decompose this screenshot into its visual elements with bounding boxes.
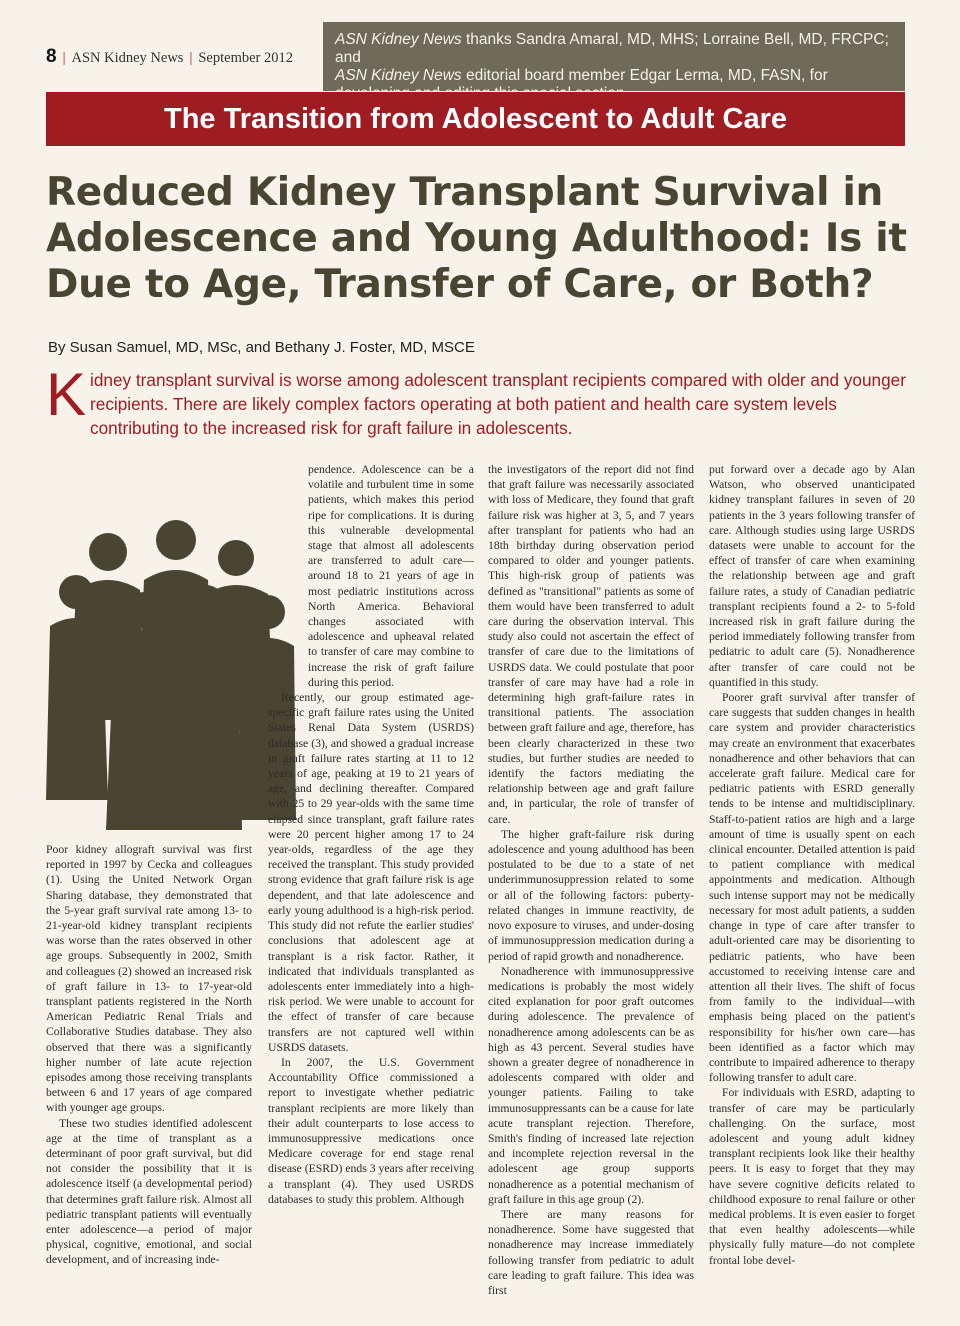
paragraph: The higher graft-failure risk during adolescence and young adulthood has been postulated to be due to a state of net underimmunosuppression related to some or all of the following factors: puberty-related changes in immune reactivity, de novo exposure to viruses, and under-dosing of immunosuppression medication during a period of rapid growth and nonadherence. bbox=[488, 827, 694, 963]
page-folio bbox=[46, 46, 293, 68]
paragraph: the investigators of the report did not find that graft failure was necessarily associated with loss of Medicare, they found that graft failure risk was higher at 3, 5, and 7 years after transplant for patients who had an 18th birthday during observation period compared to older and younger patients. This high-risk group of patients was defined as "transitional" patients as some of them would have been transferred to adult care during the observation interval. This study also could not ascertain the effect of transfer of care due to the limitations of USRDS data. We could postulate that poor transfer of care may have had a role in determining high graft-failure rates in transitional patients. The association between graft failure and age, therefore, has been clearly characterized in these two studies, but further studies are needed to identify the factors mediating the relationship between age and graft failure and, in particular, the role of transfer of care. bbox=[488, 463, 694, 826]
credit-text: thanks Sandra Amaral, MD, MHS; Lorraine Bell, MD, FRCPC; and bbox=[335, 31, 889, 66]
issue-date: September 2012 bbox=[198, 50, 293, 66]
group-silhouette-icon bbox=[46, 500, 296, 830]
paragraph: Nonadherence with immunosuppressive medications is probably the most widely cited explanation for poor graft outcomes during adolescence. The prevalence of nonadherence among adolescents can be as high as 43 percent. Several studies have shown a greater degree of nonadherence in adolescents compared with older and younger patients. Failing to take immunosuppressants can be a cause for late acute transplant rejection. Therefore, Smith's finding of increased late rejection and incomplete rejection reversal in the adolescent age group supports nonadherence as a potential mechanism of graft failure in this age group (2). bbox=[488, 964, 694, 1206]
section-banner: The Transition from Adolescent to Adult Care bbox=[46, 92, 905, 146]
article-lede bbox=[46, 361, 914, 440]
paragraph: Recently, our group estimated age-specific graft failure rates using the United States Renal Data System (USRDS) database (3), and showed a gradual increase in graft failure rates starting at 11 to 12 years of age, peaking at 19 to 21 years of age, and declining thereafter. Compared with 25 to 29 year-olds with the same time elapsed since transplant, graft failure rates were 20 percent higher among 17 to 24 year-olds, regardless of the age they received the transplant. This study provided strong evidence that graft failure risk is age dependent, and that late adolescence and early young adulthood is a high-risk period. This study did not refute the earlier studies' conclusions that adolescent age at transplant is a risk factor. Rather, it indicated that individuals transplanted as adolescents enter immediately into a high-risk period. We were unable to account for the effect of transfer of care because transfers are not captured well within USRDS datasets. bbox=[268, 691, 474, 1054]
text-column-1 bbox=[46, 842, 252, 1268]
paragraph: put forward over a decade ago by Alan Watson, who observed unanticipated kidney transplant failures in seven of 20 patients in the 3 years following transfer of care. Although studies using large USRDS datasets were unable to account for the effect of transfer of care when examining the relationship between age and graft failure rates, a study of Canadian pediatric transplant recipients found a 2- to 5-fold increased risk in graft failure during the period immediately following transfer from pediatric to adult care (5). Nonadherence after transfer of care could not be quantified in this study. bbox=[709, 463, 915, 689]
paragraph: There are many reasons for nonadherence. Some have suggested that nonadherence may increase immediately following transfer from pediatric to adult care leading to graft failure. This idea was first bbox=[488, 1207, 694, 1297]
paragraph: In 2007, the U.S. Government Accountability Office commissioned a report to investigate whether pediatric transplant recipients are more likely than their adult counterparts to lose access to immunosuppressive medications once Medicare coverage for end stage renal disease (ESRD) ends 3 years after receiving a transplant (4). They used USRDS databases to study this problem. Although bbox=[268, 1055, 474, 1206]
page-number: 8 bbox=[46, 46, 57, 67]
credit-publication: ASN Kidney News bbox=[335, 67, 462, 84]
publication-name: ASN Kidney News bbox=[71, 50, 184, 66]
paragraph: These two studies identified adolescent age at the time of transplant as a determinant of poor graft survival, but did not consider the possibility that it is adolescence itself (a developmental period) that determines graft failure risk. Almost all pediatric transplant patients will eventually enter adolescence—a period of major physical, cognitive, emotional, and social development, and of increasing inde- bbox=[46, 1116, 252, 1267]
credit-text: editorial board member Edgar Lerma, MD, FASN, for bbox=[465, 67, 828, 84]
credit-publication: ASN Kidney News bbox=[335, 31, 462, 48]
lede-text: idney transplant survival is worse among adolescent transplant recipients compared with older and younger recipients. There are likely complex factors operating at both patient and health care system levels contributing to the increased risk for graft failure in adolescents. bbox=[90, 370, 906, 438]
text-column-2 bbox=[268, 462, 474, 1207]
folio-separator: | bbox=[189, 50, 193, 66]
article-byline: By Susan Samuel, MD, MSc, and Bethany J. Foster, MD, MSCE bbox=[48, 339, 475, 356]
article-headline: Reduced Kidney Transplant Survival in Adolescence and Young Adulthood: Is it Due to Age, Transfer of Care, or Both? bbox=[46, 170, 907, 307]
paragraph: For individuals with ESRD, adapting to transfer of care may be particularly challenging. On the surface, most adolescent and young adult kidney transplant recipients look like their healthy peers. It is easy to forget that they may have severe cognitive deficits related to childhood exposure to renal failure or other medical problems. It is even easier to forget that even healthy adolescents—while physically fully mature—do not complete frontal lobe devel- bbox=[709, 1086, 915, 1267]
paragraph: pendence. Adolescence can be a volatile and turbulent time in some patients, which makes this period ripe for complications. It is during this vulnerable developmental stage that almost all adolescents are transferred to adult care—around 18 to 21 years of age in most pediatric institutions across North America. Behavioral changes associated with adolescence and upheaval related to transfer of care may combine to increase the risk of graft failure during this period. bbox=[308, 463, 474, 689]
text-column-3 bbox=[488, 462, 694, 1298]
drop-cap: K bbox=[46, 361, 87, 428]
paragraph: Poor kidney allograft survival was first reported in 1997 by Cecka and colleagues (1). Using the United Network Organ Sharing database, they demonstrated that the 5-year graft survival rate among 13- to 21-year-old kidney transplant recipients was worse than the rates observed in other age groups. Subsequently in 2002, Smith and colleagues (2) showed an increased risk of graft failure in 13- to 17-year-old transplant patients registered in the North American Pediatric Renal Trials and Collaborative Studies database. They also observed that there was a significantly higher number of late acute rejection episodes among those receiving transplants between 6 and 17 years of age compared with younger age groups. bbox=[46, 843, 252, 1115]
paragraph: Poorer graft survival after transfer of care suggests that sudden changes in health care system and provider characteristics may create an environment that exacerbates nonadherence and other behaviors that can accelerate graft failure. Medical care for pediatric patients with ESRD generally tends to be intense and multidisciplinary. Staff-to-patient ratios are high and a large amount of time is usually spent on each clinical encounter. Detailed attention is paid to patient compliance with medical appointments and medication. Although such intense support may not be medically necessary for most adult patients, a sudden change in type of care after transfer to adult-oriented care may be disorienting to pediatric patients, who have been accustomed to receiving intense care and attention all their lives. The shift of focus from family to the individual—with emphasis being placed on the patient's responsibility for his/her own care—has been identified as a factor which may contribute to impaired adherence to therapy following transfer to adult care. bbox=[709, 691, 915, 1085]
folio-separator: | bbox=[62, 50, 66, 66]
text-column-4 bbox=[709, 462, 915, 1268]
credit-box bbox=[323, 22, 905, 91]
